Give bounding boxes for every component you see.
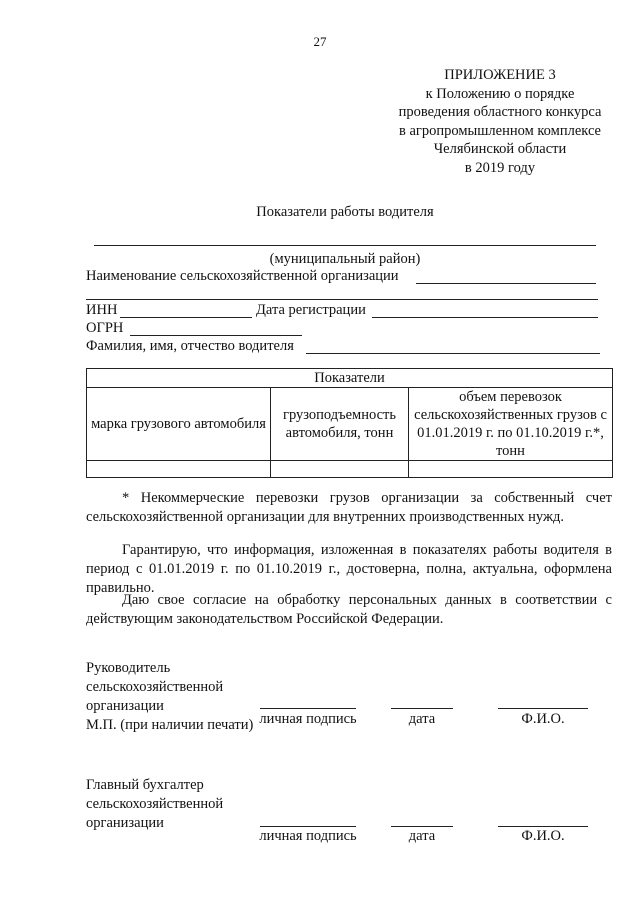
- accountant-signature-block: [86, 776, 256, 833]
- appendix-line: ПРИЛОЖЕНИЕ 3: [444, 67, 556, 83]
- ogrn-field[interactable]: [130, 335, 302, 336]
- document-title: Показатели работы водителя: [256, 204, 434, 220]
- ogrn-label: ОГРН: [86, 320, 124, 336]
- accountant-date-caption: дата: [408, 828, 436, 844]
- accountant-name-line[interactable]: [498, 826, 588, 827]
- municipal-district-caption: (муниципальный район): [269, 251, 421, 267]
- table-cell-truck-brand[interactable]: [87, 461, 271, 478]
- head-title: Руководитель сельскохозяйственной организации: [86, 660, 224, 714]
- appendix-line: в 2019 году: [464, 159, 536, 176]
- appendix-header: [360, 66, 640, 177]
- table-row: [87, 461, 613, 478]
- head-date-caption: дата: [408, 711, 436, 727]
- org-name-field-continuation[interactable]: [86, 299, 598, 300]
- head-name-caption: Ф.И.О.: [521, 711, 565, 727]
- page-number: 27: [313, 34, 327, 49]
- appendix-line: в агропромышленном комплексе: [398, 122, 601, 139]
- org-name-field[interactable]: [416, 283, 596, 284]
- head-signature-block: [86, 659, 256, 735]
- head-date-line[interactable]: [391, 708, 453, 709]
- consent-text: Даю свое согласие на обработку персональных данных в соответствии с действующим законодательством Российской Федерации.: [86, 592, 612, 627]
- accountant-signature-caption: личная подпись: [259, 828, 357, 844]
- registration-date-field[interactable]: [372, 317, 598, 318]
- appendix-line: к Положению о порядке: [425, 85, 575, 102]
- accountant-title: Главный бухгалтер сельскохозяйственной организации: [86, 777, 224, 831]
- head-signature-caption: личная подпись: [259, 711, 357, 727]
- inn-field[interactable]: [120, 317, 252, 318]
- appendix-line: проведения областного конкурса: [398, 104, 602, 120]
- column-header-truck-brand: марка грузового автомобиля: [87, 388, 271, 461]
- table-header-row: [87, 388, 613, 461]
- appendix-line: Челябинской области: [433, 141, 567, 157]
- table-cell-transport-volume[interactable]: [409, 461, 613, 478]
- accountant-date-line[interactable]: [391, 826, 453, 827]
- guarantee-text: Гарантирую, что информация, изложенная в показателях работы водителя в период с 01.01.2019 г. по 01.10.2019 г., достоверна, полна, актуальна, оформлена правильно.: [86, 542, 612, 596]
- footnote: * Некоммерческие перевозки грузов организации за собственный счет сельскохозяйственной организации для внутренних производственных нужд.: [86, 490, 612, 525]
- registration-date-label: Дата регистрации: [256, 302, 366, 318]
- table-group-header: Показатели: [87, 369, 613, 388]
- indicators-table: [86, 368, 613, 478]
- head-signature-line[interactable]: [260, 708, 356, 709]
- driver-name-field[interactable]: [306, 353, 600, 354]
- column-header-capacity: грузоподъемность автомобиля, тонн: [271, 388, 409, 461]
- municipal-district-field[interactable]: [94, 245, 596, 246]
- inn-label: ИНН: [86, 302, 118, 318]
- driver-name-label: Фамилия, имя, отчество водителя: [86, 338, 294, 354]
- head-name-line[interactable]: [498, 708, 588, 709]
- seal-note: М.П. (при наличии печати): [86, 717, 254, 733]
- column-header-transport-volume: объем перевозок сельскохозяйственных грузов с 01.01.2019 г. по 01.10.2019 г.*, тонн: [409, 388, 613, 461]
- table-group-header-row: [87, 369, 613, 388]
- table-cell-capacity[interactable]: [271, 461, 409, 478]
- org-name-label: Наименование сельскохозяйственной организации: [86, 268, 399, 284]
- accountant-signature-line[interactable]: [260, 826, 356, 827]
- accountant-name-caption: Ф.И.О.: [521, 828, 565, 844]
